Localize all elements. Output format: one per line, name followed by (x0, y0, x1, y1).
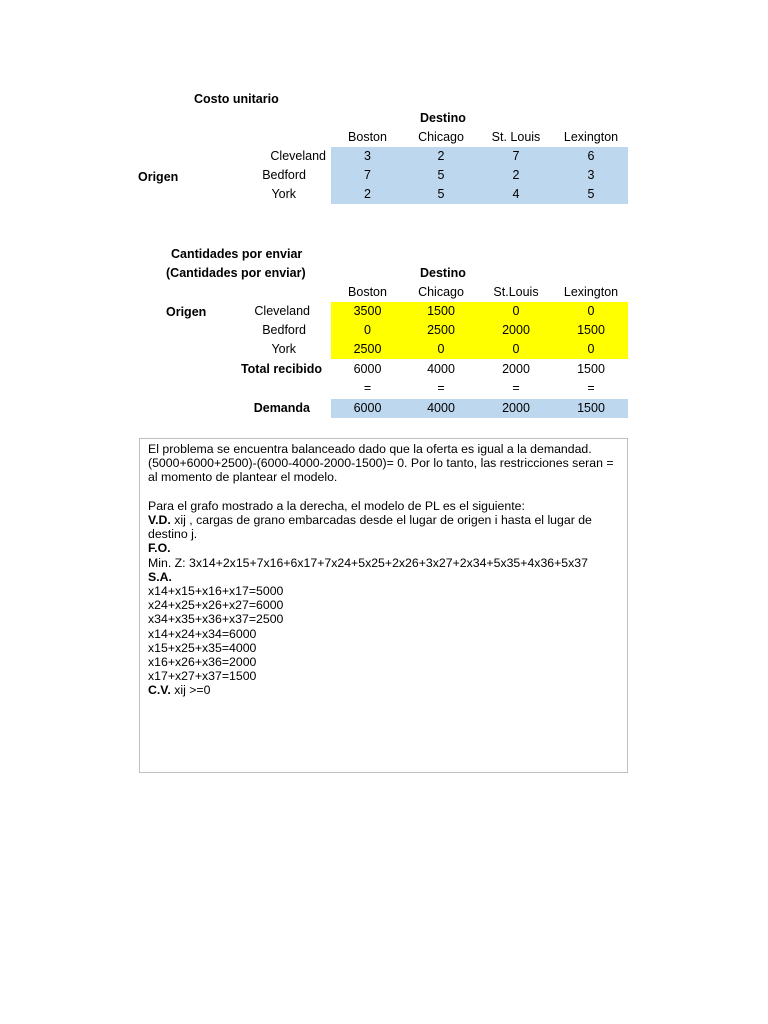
constraint: x24+x25+x26+x27=6000 (148, 598, 284, 613)
balance-paragraph: El problema se encuentra balanceado dado que la oferta es igual a la demandad. (5000+6000+2500)-(6000-4000-2000-1500)= 0. Por lo tanto, las restricciones seran = al momento de plantear el modelo. (148, 442, 614, 485)
qty-col-header: Boston (348, 285, 387, 299)
cost-col-header: Boston (348, 130, 387, 144)
cv-label: C.V. (148, 683, 171, 698)
cost-row-label: Cleveland (270, 149, 326, 163)
qty-col-header: Chicago (418, 285, 464, 299)
cost-table-title: Costo unitario (194, 92, 279, 106)
cost-cell: 6 (554, 147, 628, 166)
demand-label: Demanda (253, 401, 310, 415)
sa-label: S.A. (148, 569, 172, 584)
equals-sign: = (437, 381, 445, 395)
cost-cell: 5 (554, 185, 628, 204)
qty-cell: 2500 (331, 340, 404, 359)
qty-col-header: Lexington (563, 285, 619, 299)
vd-label: V.D. (148, 513, 171, 527)
fo-label: F.O. (148, 541, 171, 556)
cost-cell: 2 (478, 166, 554, 185)
cost-origin-label: Origen (138, 170, 179, 184)
qty-cell: 2500 (404, 321, 478, 340)
model-notes-box (139, 438, 628, 773)
cost-col-header: Lexington (563, 130, 619, 144)
cost-row-label: York (271, 187, 296, 201)
equals-sign: = (363, 381, 372, 395)
qty-cell: 0 (331, 321, 404, 340)
qty-cell: 0 (404, 340, 478, 359)
qty-cell: 3500 (331, 302, 404, 321)
constraint: x14+x15+x16+x17=5000 (148, 584, 284, 599)
variable-condition (148, 683, 619, 697)
qty-cell: 1500 (554, 321, 628, 340)
qty-dest-header: Destino (420, 266, 466, 280)
decision-variables (148, 513, 619, 541)
equals-sign: = (512, 381, 520, 395)
cost-col-header: Chicago (418, 130, 464, 144)
equals-sign: = (587, 381, 595, 395)
cost-cell: 5 (404, 166, 478, 185)
cost-cell: 7 (478, 147, 554, 166)
cost-cell: 5 (404, 185, 478, 204)
demand-cell: 1500 (554, 399, 628, 418)
total-cell: 4000 (427, 362, 455, 376)
demand-cell: 2000 (478, 399, 554, 418)
constraint: x14+x24+x34=6000 (148, 626, 257, 641)
cost-col-header: St. Louis (491, 130, 541, 144)
total-cell: 2000 (502, 362, 530, 376)
qty-col-header: St.Louis (493, 285, 539, 299)
cost-cell: 7 (331, 166, 404, 185)
cost-cell: 2 (331, 185, 404, 204)
qty-cell: 0 (554, 340, 628, 359)
total-received-label: Total recibido (240, 362, 322, 376)
constraint: x15+x25+x35=4000 (148, 640, 257, 655)
vd-text: xij , cargas de grano embarcadas desde el lugar de origen i hasta el lugar de destino j. (148, 513, 592, 542)
qty-origin-label: Origen (166, 305, 207, 319)
cost-cell: 3 (331, 147, 404, 166)
qty-cell: 2000 (478, 321, 554, 340)
qty-row-label: Cleveland (254, 304, 310, 318)
qty-cell: 0 (554, 302, 628, 321)
qty-row-label: Bedford (262, 323, 306, 337)
demand-cell: 4000 (404, 399, 478, 418)
cost-cell: 4 (478, 185, 554, 204)
constraint: x34+x35+x36+x37=2500 (148, 612, 284, 627)
qty-table-subtitle: (Cantidades por enviar) (166, 266, 306, 280)
objective-function: Min. Z: 3x14+2x15+7x16+6x17+7x24+5x25+2x26+3x27+2x34+5x35+4x36+5x37 (148, 555, 588, 570)
cost-dest-header: Destino (420, 111, 466, 125)
qty-cell: 0 (478, 340, 554, 359)
qty-cell: 1500 (404, 302, 478, 321)
total-cell: 6000 (353, 362, 382, 376)
cv-text: xij >=0 (170, 683, 211, 698)
constraint: x16+x26+x36=2000 (148, 655, 257, 670)
model-intro: Para el grafo mostrado a la derecha, el modelo de PL es el siguiente: (148, 498, 525, 513)
qty-table-title: Cantidades por enviar (171, 247, 303, 261)
qty-row-label: York (271, 342, 296, 356)
cost-row-label: Bedford (262, 168, 306, 182)
constraint: x17+x27+x37=1500 (148, 669, 257, 684)
qty-cell: 0 (478, 302, 554, 321)
cost-cell: 3 (554, 166, 628, 185)
cost-cell: 2 (404, 147, 478, 166)
demand-cell: 6000 (331, 399, 404, 418)
total-cell: 1500 (577, 362, 605, 376)
